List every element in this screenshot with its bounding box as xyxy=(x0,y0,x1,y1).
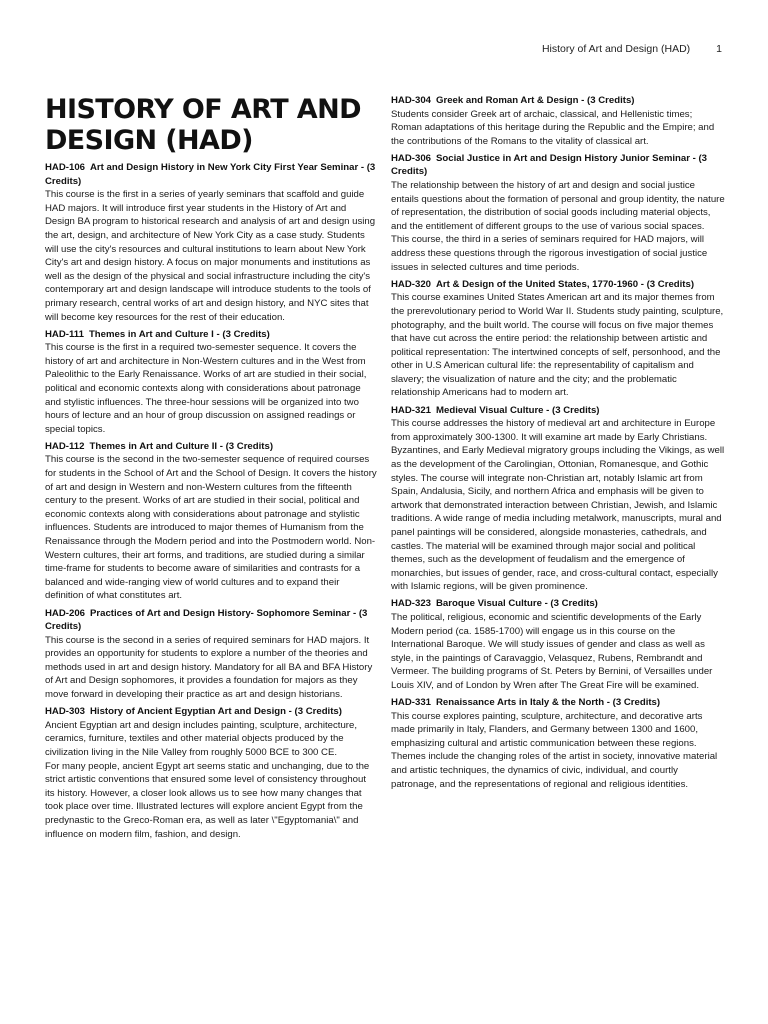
course-description xyxy=(391,710,725,792)
description-paragraph: This course addresses the history of medieval art and architecture in Europe from approximately 300-1300. It will examine art made by Early Christians. Byzantines, and Early Medieval migratory groups including the Vikings, as well as the development of the Carolingian, Ottonian, Romanesque, and Gothic styles. The course will integrate non-Christian art, notably Islamic art from Spain, Andalusia, Sicily, and northern Africa and emphasis will be given to artwork that demonstrated interaction between Christian, Jewish, and Islamic traditions. A wide range of media including metalwork, manuscripts, mural and panel paintings will be considered, alongside monasteries, cathedrals, and castles. The material will be examined through major social and political themes, such as the development of feudalism and the emergence of monarchies, but issues of gender, race, and cross-cultural contact, especially with Islamic regions, will be given prominence. xyxy=(391,418,725,593)
description-paragraph: For many people, ancient Egypt art seems static and unchanging, due to the strict artistic conventions that ensured some level of consistency throughout its history. However, a closer look allows us to see how many changes that took place over time. Illustrated lectures will explore ancient Egypt from the predynastic to the Greco-Roman era, as well as later \"Egyptomania\" and influence on modern film, fashion, and design. xyxy=(45,760,370,840)
course-code: HAD-323 xyxy=(391,598,431,610)
course-list-left xyxy=(45,161,377,841)
course-description xyxy=(45,634,377,702)
course-heading xyxy=(391,597,725,611)
course-description xyxy=(391,611,725,693)
course-code: HAD-303 xyxy=(45,706,85,718)
course-entry xyxy=(391,597,725,692)
course-title: Baroque Visual Culture - (3 Credits) xyxy=(436,598,598,610)
course-title: Themes in Art and Culture I - (3 Credits) xyxy=(88,328,270,340)
description-paragraph: Students consider Greek art of archaic, classical, and Hellenistic times; Roman adaptations of this heritage during the Republic and the Empire; and the contributions of the Romans to the vitality of classical art. xyxy=(391,108,715,147)
course-description xyxy=(45,453,377,603)
course-entry xyxy=(391,278,725,400)
description-paragraph: The political, religious, economic and scientific developments of the Early Modern period (ca. 1585-1700) will engage us in this course on the International Baroque. We will study issues of gender and class as well as style, in the paintings of Caravaggio, Velasquez, Rubens, Rembrandt and Vermeer. The building programs of St. Peters by Bernini, of Versailles under Louis XIV, and of London by Wren after The Great Fire will be examined. xyxy=(391,611,713,691)
left-column xyxy=(45,94,377,845)
description-paragraph: This course is the second in a series of required seminars for HAD majors. It provides an opportunity for students to explore a number of the theories and methods used in art and design history. Mandatory for all BA and BFA History of Art and Design sophomores, it provides a foundation for majors as they move forward in developing their practice as art and design historians. xyxy=(45,634,373,701)
course-entry xyxy=(391,94,725,148)
right-column xyxy=(391,94,725,795)
course-title: Medieval Visual Culture - (3 Credits) xyxy=(436,404,600,416)
course-heading xyxy=(45,328,377,342)
description-paragraph: The relationship between the history of art and design and social justice entails questions about the formation of personal and group identity, the nature of representation, the distribution of social goods including material objects, and the entitlement of different groups to the use of various social spaces. This course, the third in a series of seminars required for HAD majors, will address these questions through the rigorous investigation of social justice issues in selected cultures and time periods. xyxy=(391,180,725,273)
course-code: HAD-331 xyxy=(391,697,431,709)
course-list-right xyxy=(391,94,725,791)
course-heading xyxy=(45,705,377,719)
course-title: Social Justice in Art and Design History Junior Seminar - (3 Credits) xyxy=(391,152,707,178)
course-title: History of Ancient Egyptian Art and Design - (3 Credits) xyxy=(90,706,342,718)
course-heading xyxy=(391,278,725,292)
course-heading xyxy=(391,696,725,710)
course-entry xyxy=(45,440,377,603)
course-title: Practices of Art and Design History- Sophomore Seminar - (3 Credits) xyxy=(45,607,368,633)
running-title: History of Art and Design (HAD) xyxy=(541,43,691,55)
course-entry xyxy=(45,161,377,324)
course-code: HAD-304 xyxy=(391,95,431,106)
course-code: HAD-321 xyxy=(391,404,431,416)
course-description xyxy=(45,719,377,841)
course-description xyxy=(391,417,725,594)
course-heading xyxy=(45,607,377,634)
course-title: Art & Design of the United States, 1770-1960 - (3 Credits) xyxy=(436,278,695,290)
course-description xyxy=(45,188,377,324)
course-description xyxy=(391,179,725,274)
description-paragraph: This course examines United States American art and its major themes from the prerevolutionary period to World War II. Students study painting, sculpture, photography, and the built world. The course will focus on five major themes that have cut across the entire period: the relationship between artistic and political representation: The intertwined concepts of self, personhood, and the other in U.S American cultural life: the representability of capitalism and slavery; the visualization of nature and the city; and the problematic relationship Americans had to modern art. xyxy=(391,292,724,399)
course-heading xyxy=(45,440,377,454)
description-paragraph: This course is the first in a required two-semester sequence. It covers the history of art and architecture in Non-Western cultures and in the West from Paleolithic to the Early Renaissance. Works of art are studied in their social, political and economic contexts along with considerations about patronage and stylistic influences. The three-hour sessions will be organized into two hours of lecture and an hour of group discussion on assigned readings or special topics. xyxy=(45,342,367,435)
course-title: Themes in Art and Culture II - (3 Credits) xyxy=(89,440,274,452)
course-title: Art and Design History in New York City First Year Seminar - (3 Credits) xyxy=(45,162,376,187)
course-heading xyxy=(391,152,725,179)
course-heading xyxy=(45,161,377,188)
course-description xyxy=(391,108,725,149)
course-code: HAD-320 xyxy=(391,278,431,290)
course-code: HAD-106 xyxy=(45,162,85,173)
description-paragraph: This course explores painting, sculpture, architecture, and decorative arts made primarily in Italy, Flanders, and Germany between 1300 and 1600, emphasizing cultural and artistic communication between these regions. Themes include the changing roles of the artist in society, innovative material and artistic techniques, the dynamics of civic, individual, and courtly patronage, and the representations of regional and religious identities. xyxy=(391,710,718,790)
description-paragraph: This course is the second in the two-semester sequence of required courses for students in the School of Art and the School of Design. It covers the history of art and design in Western and non-Western cultures from the fifteenth century to the present. Works of art are studied in their social, political and economic contexts along with considerations about patronage and stylistic influences. Students are introduced to major themes of Humanism from the Renaissance through the Modern period and into the Postmodern world. Non-Western cultures, their art forms, and traditions, are studied during a similar time-frame for students to become aware of similarities and contrasts for a balanced and wide-ranging view of world cultures and to expand their definition of what constitutes art. xyxy=(45,454,377,602)
page-title: HISTORY OF ART AND DESIGN (HAD) xyxy=(45,94,361,156)
course-entry xyxy=(45,328,377,437)
description-paragraph: Ancient Egyptian art and design includes painting, sculpture, architecture, ceramics, furniture, textiles and other material objects produced by the civilization living in the Nile Valley from roughly 5000 BCE to 300 CE. xyxy=(45,719,357,758)
course-heading xyxy=(391,94,725,108)
course-description xyxy=(45,341,377,436)
course-code: HAD-112 xyxy=(45,440,85,452)
course-code: HAD-111 xyxy=(45,328,84,340)
course-entry xyxy=(45,607,377,702)
course-entry xyxy=(391,404,725,594)
course-entry xyxy=(391,152,725,274)
course-description xyxy=(391,291,725,400)
description-paragraph: This course is the first in a series of yearly seminars that scaffold and guide HAD majors. It will introduce first year students in the History of Art and Design BA program to historical research and analysis of art and design using the art, design, and architecture of New York City as a case study. Students will use the city's resources and cultural institutions to learn about New York City's art and design history. A focus on major monuments and institutions as well as the design of the physical and social infrastructure including the city's contemporary art and design landscape will introduce students to the tools of primary research, central works of art and design history, and NYC sites that will become key resources for the rest of their education. xyxy=(45,189,376,323)
course-entry xyxy=(391,696,725,791)
course-title: Greek and Roman Art & Design - (3 Credits) xyxy=(436,95,635,106)
page-number: 1 xyxy=(716,43,722,55)
course-entry xyxy=(45,705,377,841)
course-heading xyxy=(391,404,725,418)
course-title: Renaissance Arts in Italy & the North - (3 Credits) xyxy=(436,697,661,709)
course-code: HAD-306 xyxy=(391,152,431,164)
running-header xyxy=(542,43,722,55)
course-code: HAD-206 xyxy=(45,607,85,619)
